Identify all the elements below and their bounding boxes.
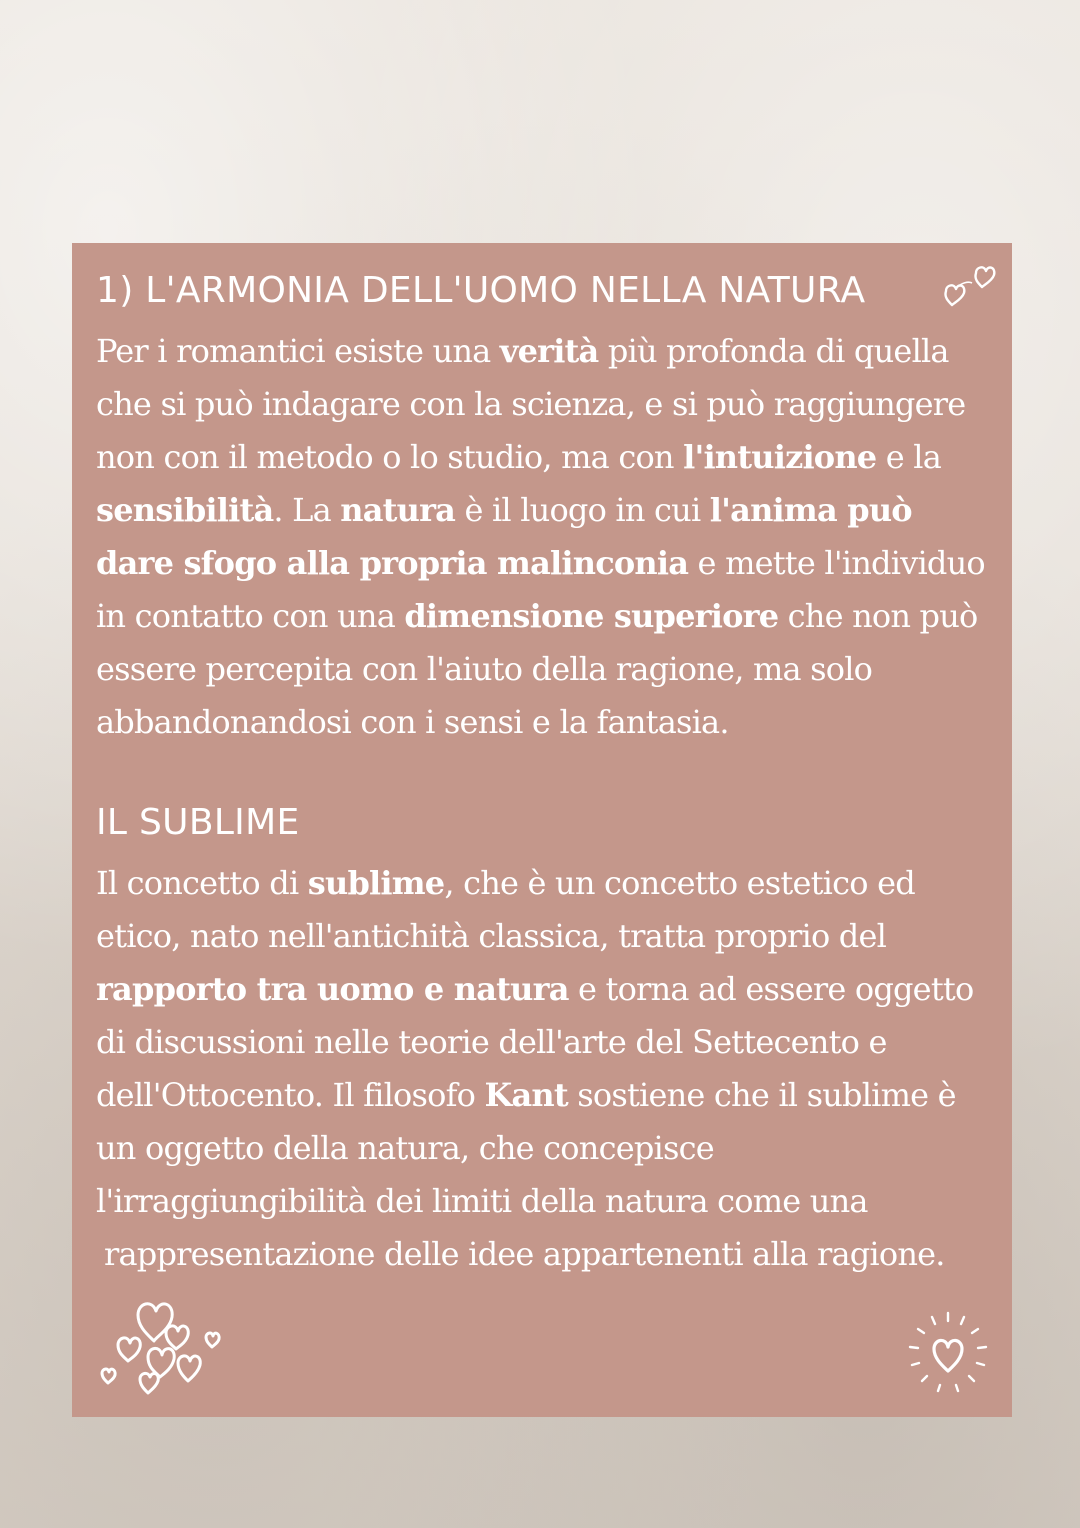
text-run: non con il metodo o lo studio, ma con — [96, 438, 684, 476]
content-card — [72, 243, 1012, 1417]
text-run: abbandonandosi con i sensi e la fantasia. — [96, 703, 729, 741]
text-run: sostiene che il sublime è — [567, 1076, 956, 1114]
armonia-line — [96, 378, 972, 431]
bold-text: dare sfogo alla propria malinconia — [96, 544, 689, 582]
sublime-line — [96, 857, 972, 910]
text-run: , che è un concetto estetico ed — [444, 864, 915, 902]
section-title-sublime: IL SUBLIME — [96, 802, 300, 843]
sublime-line — [96, 1175, 972, 1228]
sublime-line — [96, 1016, 972, 1069]
armonia-line — [96, 325, 972, 378]
sublime-line — [96, 963, 972, 1016]
bold-text: l'anima può — [709, 491, 912, 529]
section-title-armonia: 1) L'ARMONIA DELL'UOMO NELLA NATURA — [96, 270, 866, 311]
text-run: etico, nato nell'antichità classica, tratta proprio del — [96, 917, 887, 955]
armonia-line — [96, 484, 972, 537]
armonia-line — [96, 537, 985, 590]
bold-text: rapporto tra uomo e natura — [96, 970, 569, 1008]
text-run: rappresentazione delle idee appartenenti alla ragione. — [104, 1235, 945, 1273]
text-run: più profonda di quella — [598, 332, 949, 370]
armonia-line — [96, 643, 972, 696]
text-run: dell'Ottocento. Il filosofo — [96, 1076, 485, 1114]
paragraph-armonia — [96, 325, 985, 749]
bold-text: sensibilità — [96, 491, 274, 529]
text-run: che si può indagare con la scienza, e si può raggiungere — [96, 385, 966, 423]
text-run: è il luogo in cui — [455, 491, 710, 529]
armonia-line — [96, 696, 972, 749]
sublime-line — [96, 910, 972, 963]
text-run: e la — [876, 438, 941, 476]
bold-text: sublime — [307, 864, 445, 902]
text-run: Per i romantici esiste una — [96, 332, 500, 370]
text-run: l'irraggiungibilità dei limiti della natura come una — [96, 1182, 868, 1220]
text-run: . La — [273, 491, 341, 529]
text-run: e mette l'individuo — [688, 544, 985, 582]
bold-text: dimensione superiore — [404, 597, 779, 635]
armonia-line — [96, 431, 972, 484]
bold-text: verità — [499, 332, 599, 370]
text-run: un oggetto della natura, che concepisce — [96, 1129, 714, 1167]
text-run: in contatto con una — [96, 597, 405, 635]
sublime-line — [96, 1228, 972, 1281]
text-run: e torna ad essere oggetto — [568, 970, 974, 1008]
text-run: essere percepita con l'aiuto della ragione, ma solo — [96, 650, 873, 688]
text-run: di discussioni nelle teorie dell'arte del Settecento e — [96, 1023, 887, 1061]
text-run: Il concetto di — [96, 864, 308, 902]
sublime-line — [96, 1069, 972, 1122]
double-heart-icon — [938, 261, 998, 321]
bold-text: natura — [340, 491, 456, 529]
bold-text: Kant — [484, 1076, 568, 1114]
armonia-line — [96, 590, 978, 643]
hearts-cluster-icon — [94, 1293, 224, 1403]
heart-sun-icon — [898, 1305, 998, 1405]
bold-text: l'intuizione — [683, 438, 877, 476]
sublime-line — [96, 1122, 972, 1175]
paragraph-sublime — [96, 857, 972, 1281]
text-run: che non può — [778, 597, 978, 635]
